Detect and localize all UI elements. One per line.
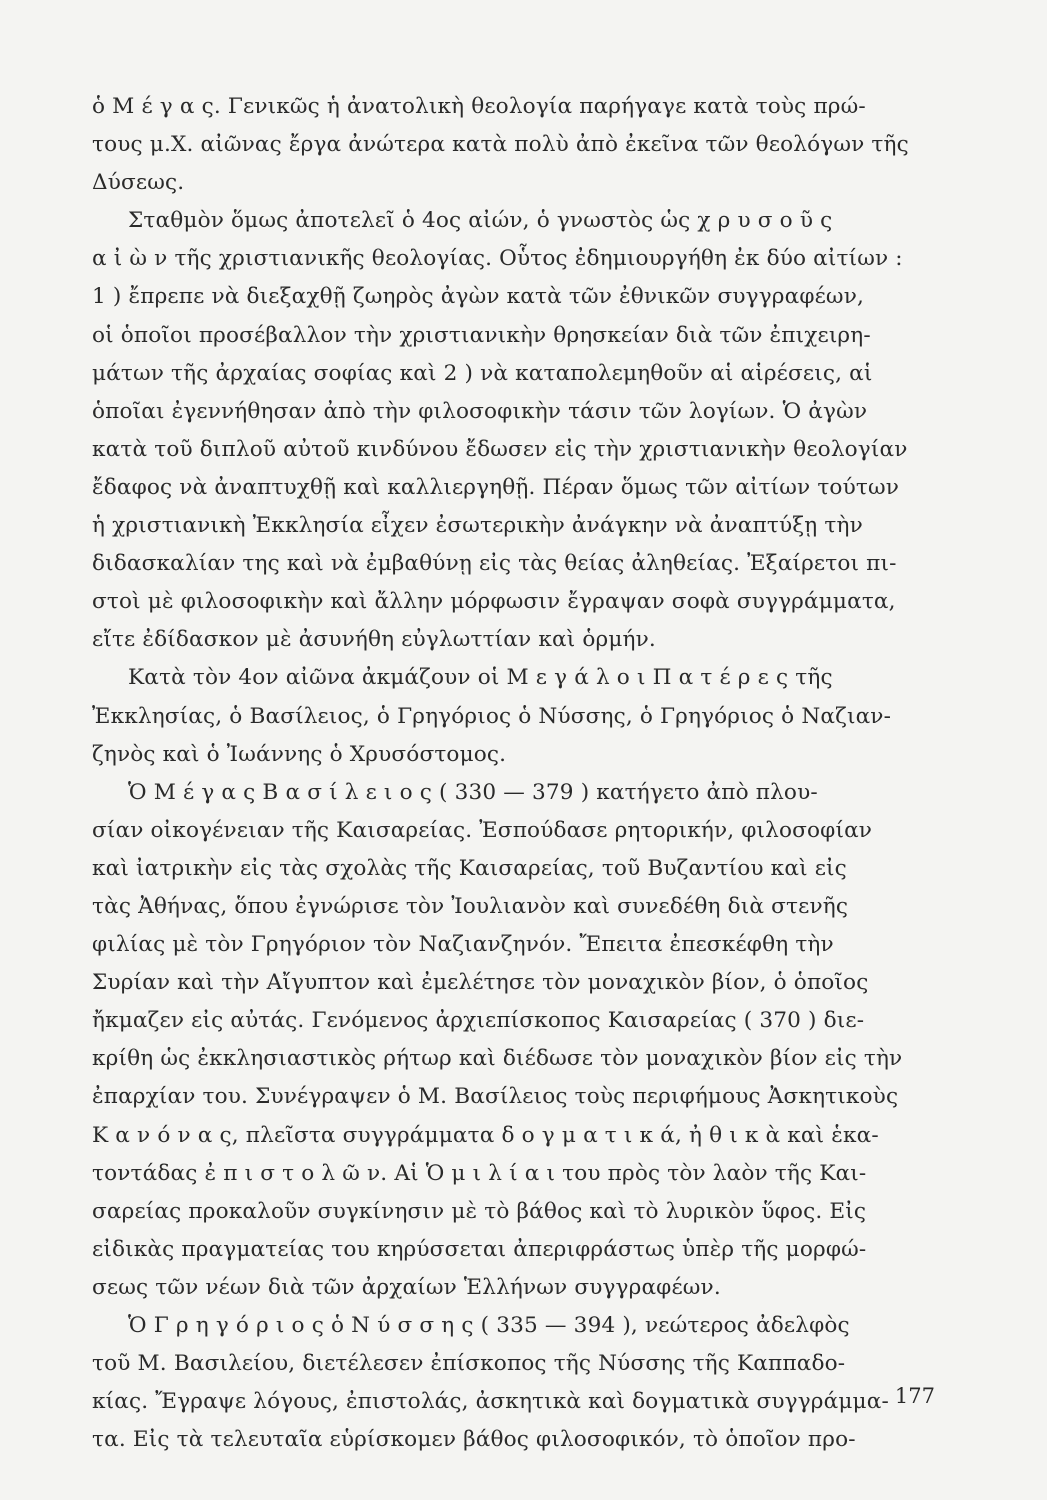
text-line: διδασκαλίαν της καὶ νὰ ἐμβαθύνῃ εἰς τὰς θείας ἀληθείας. Ἐξαίρετοι πι- (92, 551, 897, 577)
text-line: ὁποῖαι ἐγεννήθησαν ἀπὸ τὴν φιλοσοφικὴν τάσιν τῶν λογίων. Ὁ ἀγὼν (92, 398, 868, 424)
text-line: Κ α ν ό ν α ς, πλεῖστα συγγράμματα δ ο γ μ α τ ι κ ά, ἠ θ ι κ ὰ καὶ ἑκα- (92, 1122, 879, 1148)
text-line: Σταθμὸν ὅμως ἀποτελεῖ ὁ 4ος αἰών, ὁ γνωστὸς ὡς χ ρ υ σ ο ῦ ς (128, 208, 833, 234)
text-line: ὁ Μ έ γ α ς. Γενικῶς ἡ ἀνατολικὴ θεολογία παρήγαγε κατὰ τοὺς πρώ- (92, 94, 866, 119)
text-line: τοντάδας ἐ π ι σ τ ο λ ῶ ν. Αἱ Ὁ μ ι λ ί α ι του πρὸς τὸν λαὸν τῆς Και- (92, 1160, 867, 1186)
text-line: ἤκμαζεν εἰς αὐτάς. Γενόμενος ἀρχιεπίσκοπος Καισαρείας ( 370 ) διε- (92, 1008, 865, 1034)
page-number: 177 (894, 1384, 935, 1408)
text-line: ἡ χριστιανικὴ Ἐκκλησία εἶχεν ἐσωτερικὴν ἀνάγκην νὰ ἀναπτύξῃ τὴν (92, 513, 863, 539)
text-line: Ὁ Γ ρ η γ ό ρ ι ο ς ὁ Ν ύ σ σ η ς ( 335 — 394 ), νεώτερος ἀδελφὸς (128, 1313, 850, 1338)
text-line: μάτων τῆς ἀρχαίας σοφίας καὶ 2 ) νὰ καταπολεμηθοῦν αἱ αἱρέσεις, αἱ (92, 360, 873, 386)
text-line: τα. Εἰς τὰ τελευταῖα εὑρίσκομεν βάθος φιλοσοφικόν, τὸ ὁποῖον προ- (92, 1427, 856, 1453)
text-line: εἰδικὰς πραγματείας του κηρύσσεται ἀπεριφράστως ὑπὲρ τῆς μορφώ- (92, 1236, 867, 1262)
text-line: τοῦ Μ. Βασιλείου, διετέλεσεν ἐπίσκοπος τῆς Νύσσης τῆς Καππαδο- (92, 1351, 846, 1377)
text-line: κρίθη ὡς ἐκκλησιαστικὸς ρήτωρ καὶ διέδωσε τὸν μοναχικὸν βίον εἰς τὴν (92, 1046, 903, 1072)
text-line: Κατὰ τὸν 4ον αἰῶνα ἀκμάζουν οἱ Μ ε γ ά λ ο ι Π α τ έ ρ ε ς τῆς (128, 665, 833, 691)
text-line: σαρείας προκαλοῦν συγκίνησιν μὲ τὸ βάθος καὶ τὸ λυρικὸν ὕφος. Εἰς (92, 1198, 867, 1224)
text-line: κίας. Ἔγραψε λόγους, ἐπιστολάς, ἀσκητικὰ καὶ δογματικὰ συγγράμμα- (92, 1389, 889, 1415)
text-line: τὰς Ἀθήνας, ὅπου ἐγνώρισε τὸν Ἰουλιανὸν καὶ συνεδέθη διὰ στενῆς (92, 893, 849, 919)
text-line: φιλίας μὲ τὸν Γρηγόριον τὸν Ναζιανζηνόν. Ἔπειτα ἐπεσκέφθη τὴν (92, 932, 834, 958)
text-line: ζηνὸς καὶ ὁ Ἰωάννης ὁ Χρυσόστομος. (92, 741, 507, 767)
text-line: Δύσεως. (92, 170, 185, 196)
body-text (92, 88, 952, 1459)
text-line: Συρίαν καὶ τὴν Αἴγυπτον καὶ ἐμελέτησε τὸν μοναχικὸν βίον, ὁ ὁποῖος (92, 970, 869, 996)
text-line: α ἰ ὼ ν τῆς χριστιανικῆς θεολογίας. Οὗτος ἐδημιουργήθη ἐκ δύο αἰτίων : (92, 246, 903, 272)
text-line: στοὶ μὲ φιλοσοφικὴν καὶ ἄλλην μόρφωσιν ἔγραψαν σοφὰ συγγράμματα, (92, 589, 896, 615)
text-line: ἔδαφος νὰ ἀναπτυχθῇ καὶ καλλιεργηθῇ. Πέραν ὅμως τῶν αἰτίων τούτων (92, 474, 899, 500)
text-line: τους μ.Χ. αἰῶνας ἔργα ἀνώτερα κατὰ πολὺ ἀπὸ ἐκεῖνα τῶν θεολόγων τῆς (92, 132, 909, 158)
text-line: εἴτε ἐδίδασκον μὲ ἀσυνήθη εὐγλωττίαν καὶ ὁρμήν. (92, 627, 656, 653)
text-line: σίαν οἰκογένειαν τῆς Καισαρείας. Ἐσπούδασε ρητορικήν, φιλοσοφίαν (92, 817, 873, 843)
text-line: Ὁ Μ έ γ α ς Β α σ ί λ ε ι ο ς ( 330 — 379 ) κατήγετο ἀπὸ πλου- (128, 779, 818, 805)
text-line: οἱ ὁποῖοι προσέβαλλον τὴν χριστιανικὴν θρησκείαν διὰ τῶν ἐπιχειρη- (92, 322, 871, 348)
text-line: κατὰ τοῦ διπλοῦ αὐτοῦ κινδύνου ἔδωσεν εἰς τὴν χριστιανικὴν θεολογίαν (92, 436, 908, 462)
text-line: καὶ ἰατρικὴν εἰς τὰς σχολὰς τῆς Καισαρείας, τοῦ Βυζαντίου καὶ εἰς (92, 855, 847, 881)
text-line: ἐπαρχίαν του. Συνέγραψεν ὁ Μ. Βασίλειος τοὺς περιφήμους Ἀσκητικοὺς (92, 1084, 899, 1110)
text-line: σεως τῶν νέων διὰ τῶν ἀρχαίων Ἑλλήνων συγγραφέων. (92, 1274, 721, 1300)
text-line: Ἐκκλησίας, ὁ Βασίλειος, ὁ Γρηγόριος ὁ Νύσσης, ὁ Γρηγόριος ὁ Ναζιαν- (92, 703, 892, 729)
text-line: 1 ) ἔπρεπε νὰ διεξαχθῇ ζωηρὸς ἀγὼν κατὰ τῶν ἐθνικῶν συγγραφέων, (92, 284, 864, 310)
